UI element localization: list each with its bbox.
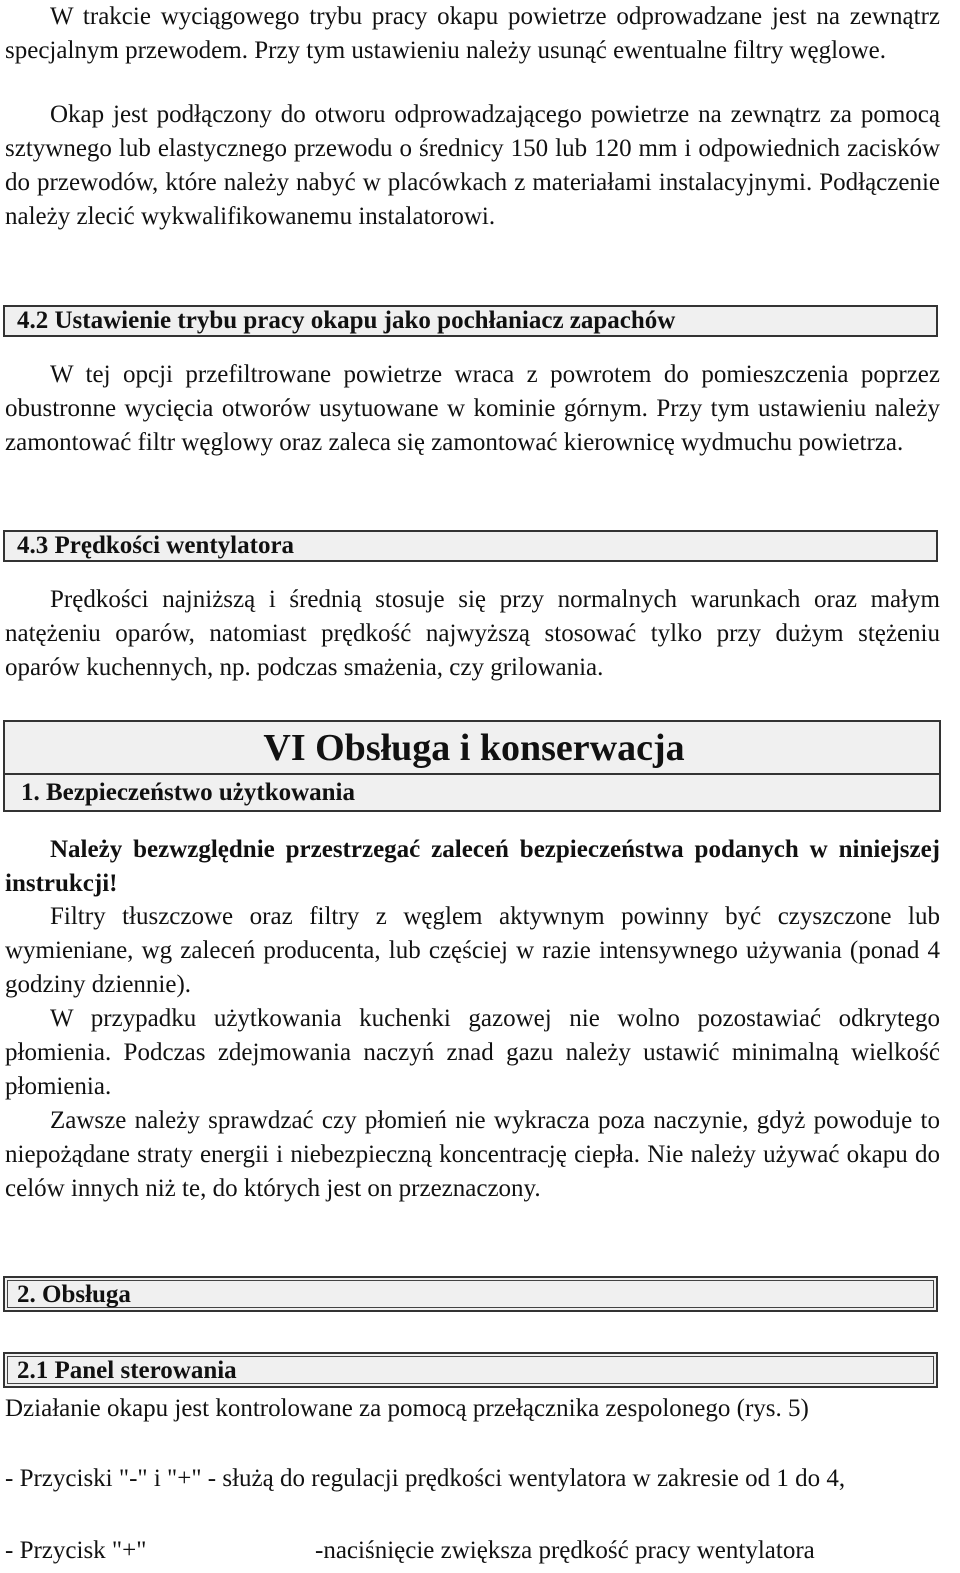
paragraph-gas-flame: W przypadku użytkowania kuchenki gazowej nie wolno pozostawiać odkrytego płomienia. Podczas zdejmowania naczyń znad gazu należy ustawić minimalną wielkość płomienia. — [5, 1005, 940, 1100]
list-item-plus-button — [5, 1534, 146, 1568]
paragraph-recirculation: W tej opcji przefiltrowane powietrze wraca z powrotem do pomieszczenia poprzez obustronne wycięcia otworów usytuowane w kominie górnym. Przy tym ustawieniu należy zamontować filtr węglowy oraz zaleca się zamontować kierownicę wydmuchu powietrza. — [5, 361, 940, 456]
section-heading-4-3: 4.3 Prędkości wentylatora — [3, 530, 938, 562]
plus-button-label: - Przycisk "+" — [5, 1537, 147, 1564]
paragraph-duct-connection: Okap jest podłączony do otworu odprowadzającego powietrze na zewnątrz za pomocą sztywnego lub elastycznego przewodu o średnicy 150 lub 120 mm i odpowiednich zacisków do przewodów, które należy nabyć w placówkach z materiałami instalacyjnymi. Podłączenie należy zlecić wykwalifikowanemu instalatorowi. — [5, 101, 940, 230]
chapter-divider — [5, 773, 939, 775]
paragraph-exhaust-mode: W trakcie wyciągowego trybu pracy okapu powietrze odprowadzane jest na zewnątrz specjalnym przewodem. Przy tym ustawieniu należy usunąć ewentualne filtry węglowe. — [5, 3, 940, 64]
chapter-heading-box — [3, 720, 941, 812]
section-heading-1: 1. Bezpieczeństwo użytkowania — [21, 779, 355, 806]
paragraph-filters-cleaning: Filtry tłuszczowe oraz filtry z węglem aktywnym powinny być czyszczone lub wymieniane, wg zaleceń producenta, lub częściej w razie intensywnego używania (ponad 4 godziny dziennie). — [5, 903, 940, 998]
section-heading-2: 2. Obsługa — [3, 1276, 938, 1312]
paragraph-control-panel: Działanie okapu jest kontrolowane za pomocą przełącznika zespolonego (rys. 5) — [5, 1395, 809, 1422]
safety-warning: Należy bezwzględnie przestrzegać zaleceń bezpieczeństwa podanych w niniejszej instrukcji! — [5, 836, 940, 897]
section-heading-2-1: 2.1 Panel sterowania — [3, 1352, 938, 1388]
list-item-speed-buttons: - Przyciski "-" i "+" - służą do regulacji prędkości wentylatora w zakresie od 1 do 4, — [5, 1465, 846, 1492]
plus-button-description: -naciśnięcie zwiększa prędkość pracy wentylatora — [315, 1537, 815, 1564]
paragraph-flame-check: Zawsze należy sprawdzać czy płomień nie wykracza poza naczynie, gdyż powoduje to niepożądane straty energii i niebezpieczną koncentrację ciepła. Nie należy używać okapu do celów innych niż te, do których jest on przeznaczony. — [5, 1107, 940, 1202]
chapter-title: VI Obsługa i konserwacja — [263, 727, 685, 769]
section-heading-4-2: 4.2 Ustawienie trybu pracy okapu jako pochłaniacz zapachów — [3, 305, 938, 337]
paragraph-fan-speeds: Prędkości najniższą i średnią stosuje się przy normalnych warunkach oraz małym natężeniu oparów, natomiast prędkość najwyższą stosować tylko przy dużym stężeniu oparów kuchennych, np. podczas smażenia, czy grilowania. — [5, 586, 940, 681]
plus-button-description-row — [315, 1534, 815, 1568]
